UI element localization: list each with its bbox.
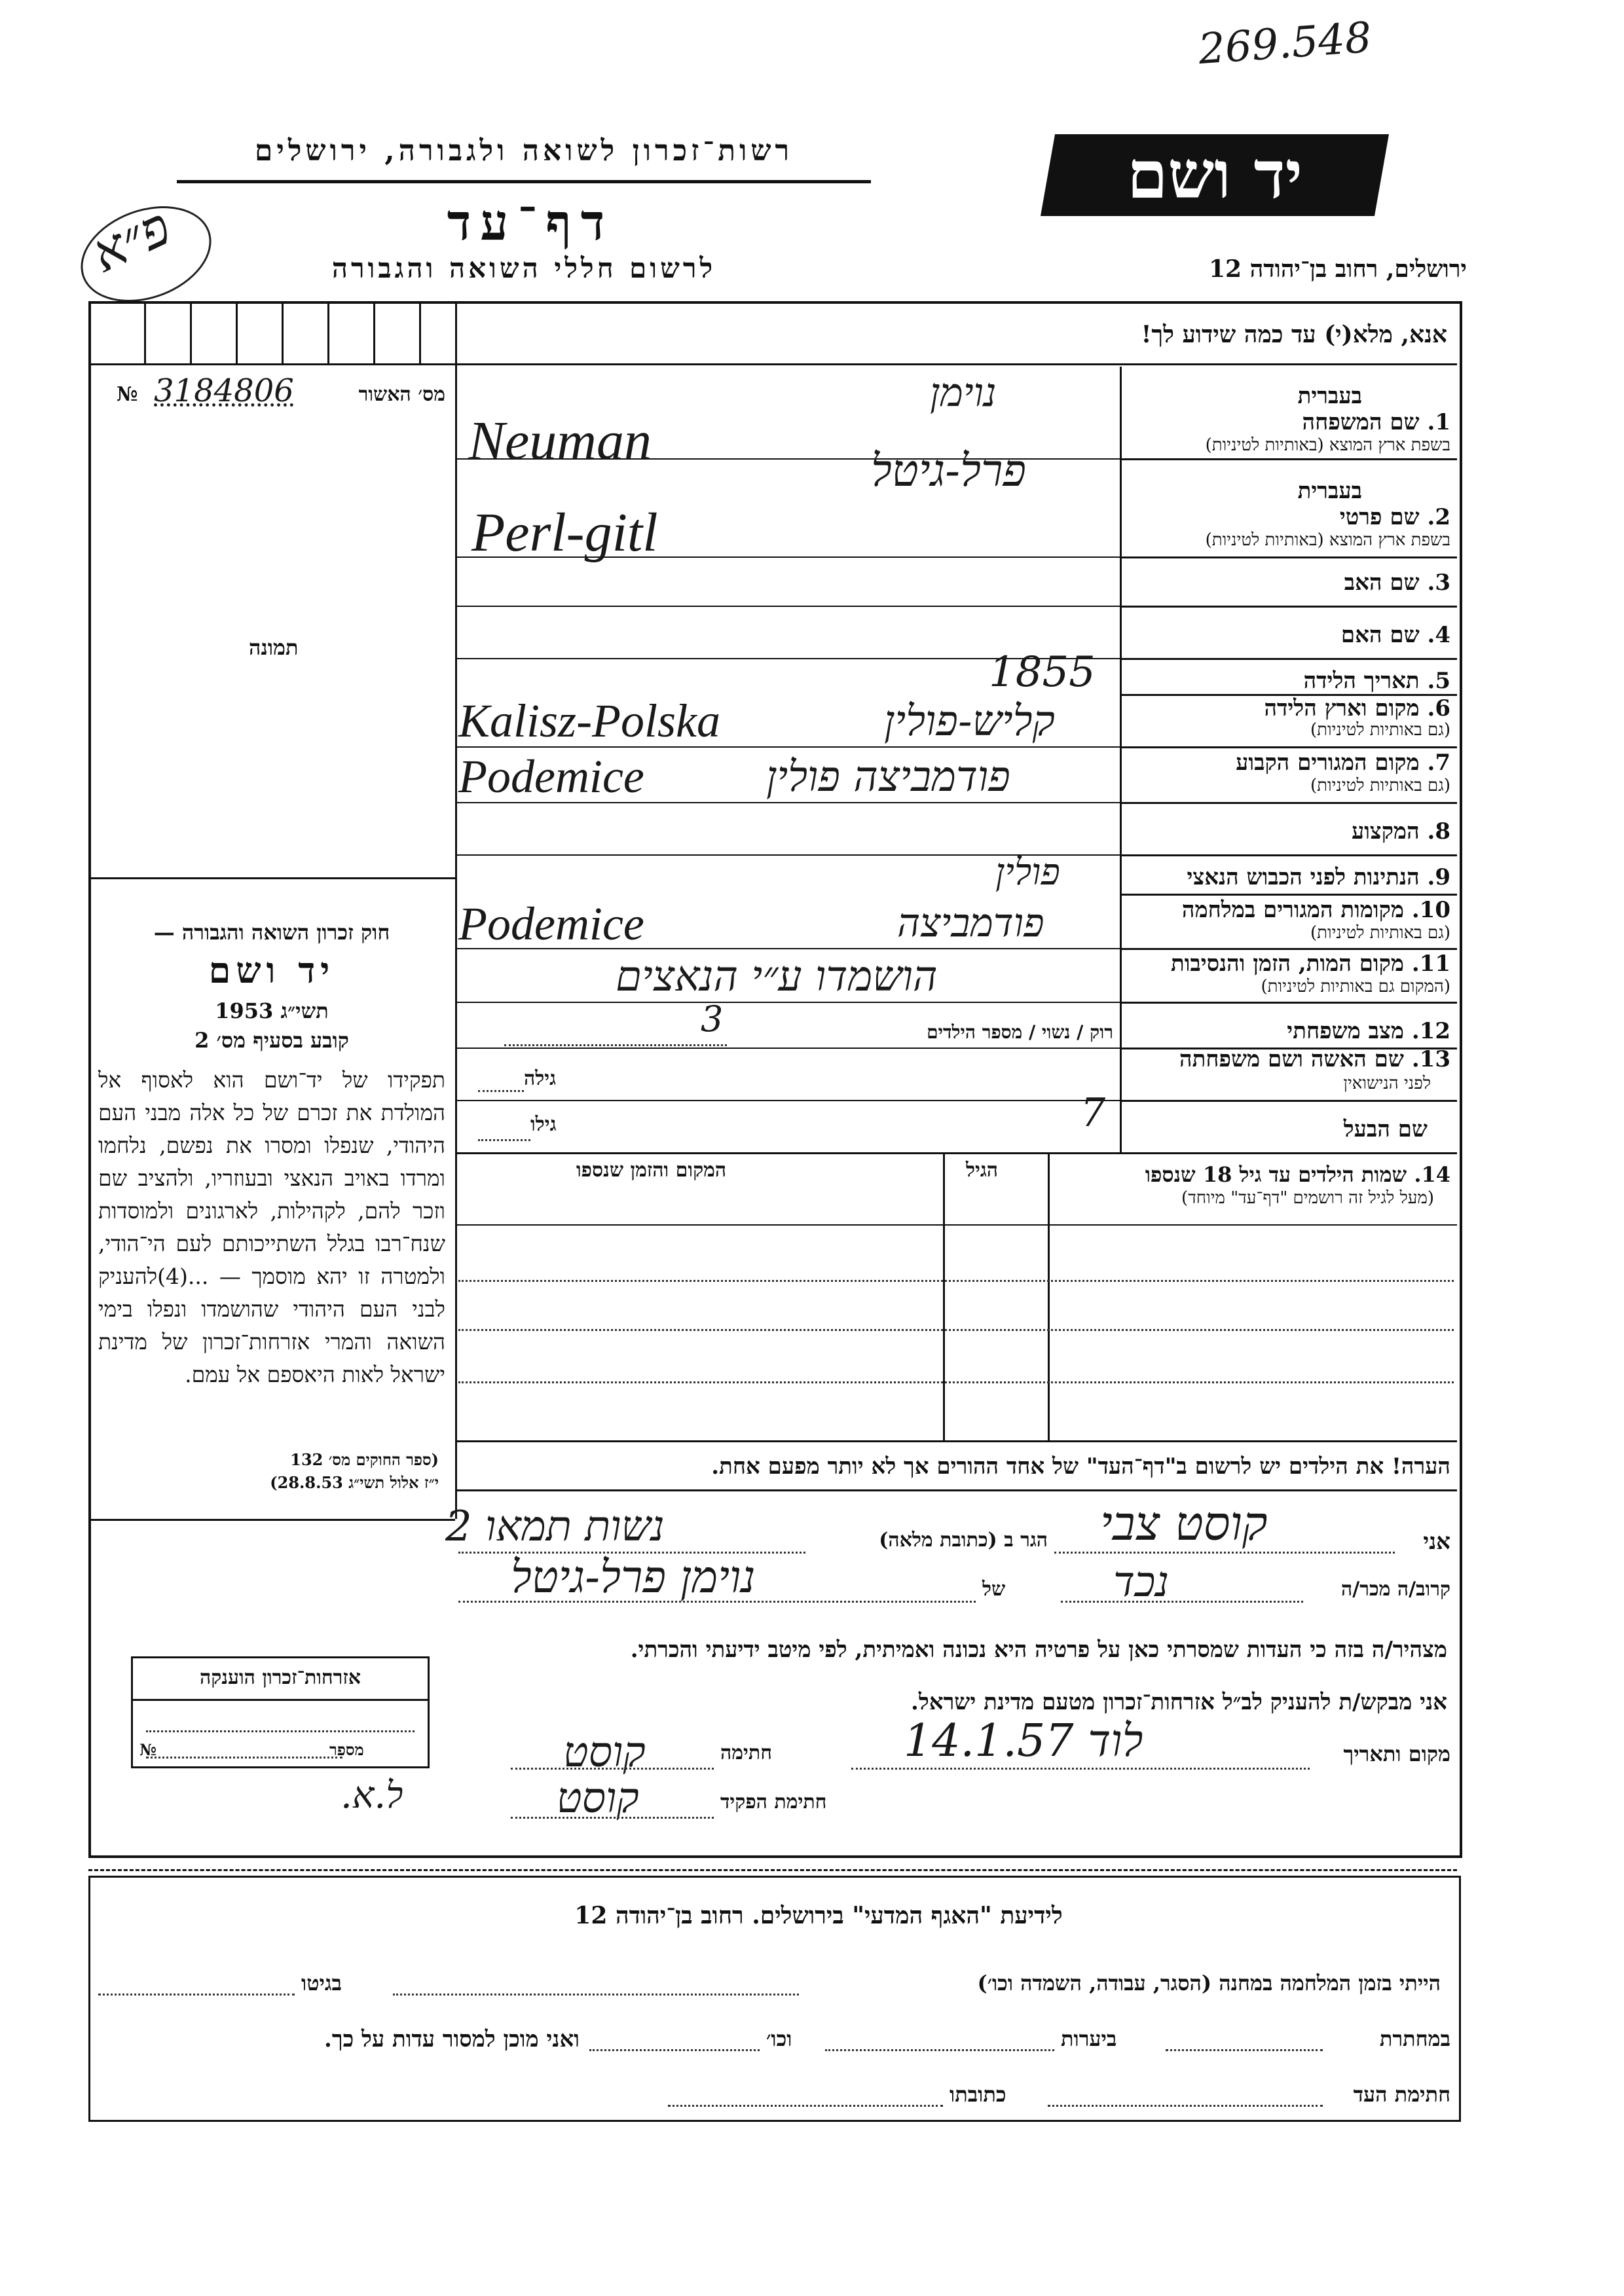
form-subtitle: לרשום חללי השואה והגבורה xyxy=(331,252,716,284)
law-title: חוק זכרון השואה והגבורה — xyxy=(153,920,390,945)
birth-place-hebrew: קליש-פולין xyxy=(884,697,1055,746)
info-line2-b: ביערות xyxy=(1061,2026,1117,2051)
field-12-label: 12. מצב משפחתי xyxy=(1287,1018,1450,1044)
law-name: יד ושם xyxy=(208,949,335,991)
law-text: תפקידו של יד־ושם הוא לאסוף אל המולדת את זכרם של כל אלה מבני העם היהודי, שנפלו ומסרו את נפשם, נלחמו ומרדו באויב הנאצי ובעוזריו, ולהציב שם וזכר להם, לקהילות, לארגונים ולמוסדות שנח־רבו בגלל השתייכותם לעם הי־הודי, ולמטרה זו יהא מוסמך — ...(4)להעניק לבני העם היהודי שהושמדו ונפלו בימי השואה והמרי אזרחות־זכרון של מדינת ישראל לאות היאספם אל עמם. xyxy=(98,1067,445,1387)
declarant-address: נשות תמאו 2 xyxy=(445,1503,665,1551)
declarant-name: קוסט צבי xyxy=(1100,1496,1268,1551)
approval-number xyxy=(111,373,445,416)
children-label: 14. שמות הילדים עד גיל 18 שנספו xyxy=(1145,1162,1450,1187)
relation-value: נכד xyxy=(1113,1558,1170,1607)
wartime-hebrew: פודמביצה xyxy=(897,900,1044,946)
archive-number: 269.548 xyxy=(1196,13,1373,75)
children-sub: (מעל לגיל זה רושמים "דף־עד" מיוחד) xyxy=(1181,1188,1434,1208)
field-8-label: 8. המקצוע xyxy=(1351,818,1450,845)
logo-text: יד ושם xyxy=(1127,136,1302,213)
surname-hebrew: נוימן xyxy=(930,370,997,416)
declaration-i-label: אני xyxy=(1423,1529,1450,1555)
surname-latin: Neuman xyxy=(468,410,652,471)
citizenship-number-prefix: № xyxy=(139,1740,157,1759)
photo-separator xyxy=(88,877,455,879)
approval-prefix: № xyxy=(117,383,138,406)
info-line3-a: חתימת העד xyxy=(1353,2082,1450,2107)
sidebar-bottom xyxy=(88,1519,455,1521)
relation-label: קרוב/ה מכר/ה xyxy=(1341,1578,1450,1601)
husband-label: שם הבעל xyxy=(1343,1116,1428,1142)
field-13-label: 13. שם האשה ושם משפחתה xyxy=(1179,1046,1450,1072)
authority-title: רשות־זכרון לשואה ולגבורה, ירושלים xyxy=(254,134,794,168)
place-date-label: מקום ותאריך xyxy=(1343,1741,1450,1766)
field-6-label: 6. מקום וארץ הלידה xyxy=(1264,695,1450,721)
column-hebrew-2: בעברית xyxy=(1297,478,1362,504)
logo xyxy=(1041,134,1389,216)
form-title: דף־עד xyxy=(447,193,614,251)
approval-label: מס׳ האשור xyxy=(358,383,445,406)
law-clause: קובע בסעיף מס׳ 2 xyxy=(194,1028,349,1053)
photo-label: תמונה xyxy=(249,635,299,660)
citizenship-number-label: מספר xyxy=(329,1740,364,1759)
note: הערה! את הילדים יש לרשום ב"דף־העד" של אחד ההורים אך לא יותר מפעם אחת. xyxy=(711,1453,1450,1480)
declaration-request: אני מבקש/ת להעניק לב״ל אזרחות־זכרון מטעם מדינת ישראל. xyxy=(911,1689,1447,1715)
given-hebrew: פרל-גיטל xyxy=(871,445,1026,497)
field-10-label: 10. מקומות המגורים במלחמה xyxy=(1181,897,1450,923)
instruction: אנא, מלא(י) עד כמה שידוע לך! xyxy=(1141,321,1447,348)
citizenship-box xyxy=(131,1656,430,1768)
field-11-label: 11. מקום המות, הזמן והנסיבות xyxy=(1170,951,1450,977)
info-line1-a: הייתי בזמן המלחמה במחנה (הסגר, עבודה, השמדה וכו׳) xyxy=(977,1971,1441,1995)
approval-value: 3184806 xyxy=(154,373,294,409)
given-latin: Perl-gitl xyxy=(471,502,658,563)
death-circumstances: הושמדו ע״י הנאצים xyxy=(616,953,938,1001)
declaration-statement: מצהיר/ה בזה כי העדות שמסרתי כאן על פרטיה היא נכונה ואמיתית, לפי מיטב ידיעתי והכרתי. xyxy=(630,1637,1447,1663)
children-table-top xyxy=(455,1152,1457,1154)
children-count: 3 xyxy=(701,998,724,1040)
field-7-label: 7. מקום המגורים הקבוע xyxy=(1236,750,1450,776)
law-year: 1953 תשי״ג xyxy=(215,998,329,1023)
birth-date: 1855 xyxy=(989,648,1096,697)
law-source: (ספר החוקים מס׳ 132 xyxy=(290,1450,439,1469)
field-1-sub: בשפת ארץ המוצא (באותיות לטיניות) xyxy=(1205,435,1450,455)
field-11-sub: (המקום גם באותיות לטיניות) xyxy=(1261,977,1450,996)
field-1-label: 1. שם המשפחה xyxy=(1302,409,1450,435)
husband-note: 7 xyxy=(1080,1090,1106,1136)
field-4-label: 4. שם האם xyxy=(1340,622,1450,648)
authority-underline xyxy=(177,180,871,183)
info-line1-b: בגיטו xyxy=(301,1971,342,1995)
field-5-label: 5. תאריך הלידה xyxy=(1303,668,1450,694)
age-label-f: גילה xyxy=(524,1067,557,1090)
signature-label: חתימה xyxy=(720,1741,772,1764)
id-boxes xyxy=(118,301,452,363)
official-label: חתימת הפקיד xyxy=(720,1791,827,1813)
citizenship-title: אזרחות־זכרון הוענקה xyxy=(199,1666,361,1689)
field-9-label: 9. הנתינות לפני הכבוש הנאצי xyxy=(1187,864,1450,890)
field-2-sub: בשפת ארץ המוצא (באותיות לטיניות) xyxy=(1205,530,1450,550)
residence-latin: Podemice xyxy=(458,750,644,803)
top-row-line xyxy=(88,363,1457,365)
birth-place-latin: Kalisz-Polska xyxy=(458,695,721,747)
field-6-sub: (גם באותיות לטיניות) xyxy=(1310,720,1450,740)
column-hebrew-1: בעברית xyxy=(1297,383,1362,409)
marital-options: רוק / נשוי / מספר הילדים xyxy=(927,1021,1113,1043)
margin-note: פ״א xyxy=(82,195,180,285)
margin-circle xyxy=(67,189,225,319)
resides-label: הגר ב (כתובת מלאה) xyxy=(879,1529,1048,1552)
stamp-note: ל.א. xyxy=(341,1774,403,1817)
field-13-sub: לפני הנישואין xyxy=(1343,1074,1431,1093)
of-label: של xyxy=(982,1578,1006,1601)
info-line2-c: וכו׳ xyxy=(766,2026,792,2051)
wartime-latin: Podemice xyxy=(458,898,644,950)
signature: קוסט xyxy=(563,1728,646,1777)
official-signature: קוסט xyxy=(557,1774,639,1823)
field-7-sub: (גם באותיות לטיניות) xyxy=(1310,776,1450,795)
of-name: נוימן פרל-גיטל xyxy=(511,1552,756,1603)
law-source-date: י״ז אלול תשי״ג 28.8.53) xyxy=(270,1473,439,1492)
children-col-place: המקום והזמן שנספו xyxy=(576,1159,727,1182)
info-line2-d: ואני מוכן למסור עדות על כך. xyxy=(324,2026,580,2052)
address: ירושלים, רחוב בן־יהודה 12 xyxy=(1208,255,1467,283)
field-10-sub: (גם באותיות לטיניות) xyxy=(1310,923,1450,943)
info-line2-a: במחתרת xyxy=(1379,2026,1450,2051)
children-col-age: הגיל xyxy=(966,1159,999,1182)
age-label-m: גילו xyxy=(530,1113,557,1136)
info-title: לידיעת "האגף המדעי" בירושלים. רחוב בן־יהודה 12 xyxy=(574,1902,1063,1929)
place-date: לוד 14.1.57 xyxy=(904,1715,1143,1767)
cut-line xyxy=(88,1869,1457,1871)
nationality: פולין xyxy=(995,851,1060,894)
field-2-label: 2. שם פרטי xyxy=(1339,504,1450,530)
labels-column-divider xyxy=(1120,367,1122,1152)
left-column-divider xyxy=(455,301,457,1519)
field-3-label: 3. שם האב xyxy=(1344,570,1450,596)
info-line3-b: כתובתו xyxy=(950,2082,1006,2107)
residence-hebrew: פודמביצה פולין xyxy=(766,753,1010,801)
